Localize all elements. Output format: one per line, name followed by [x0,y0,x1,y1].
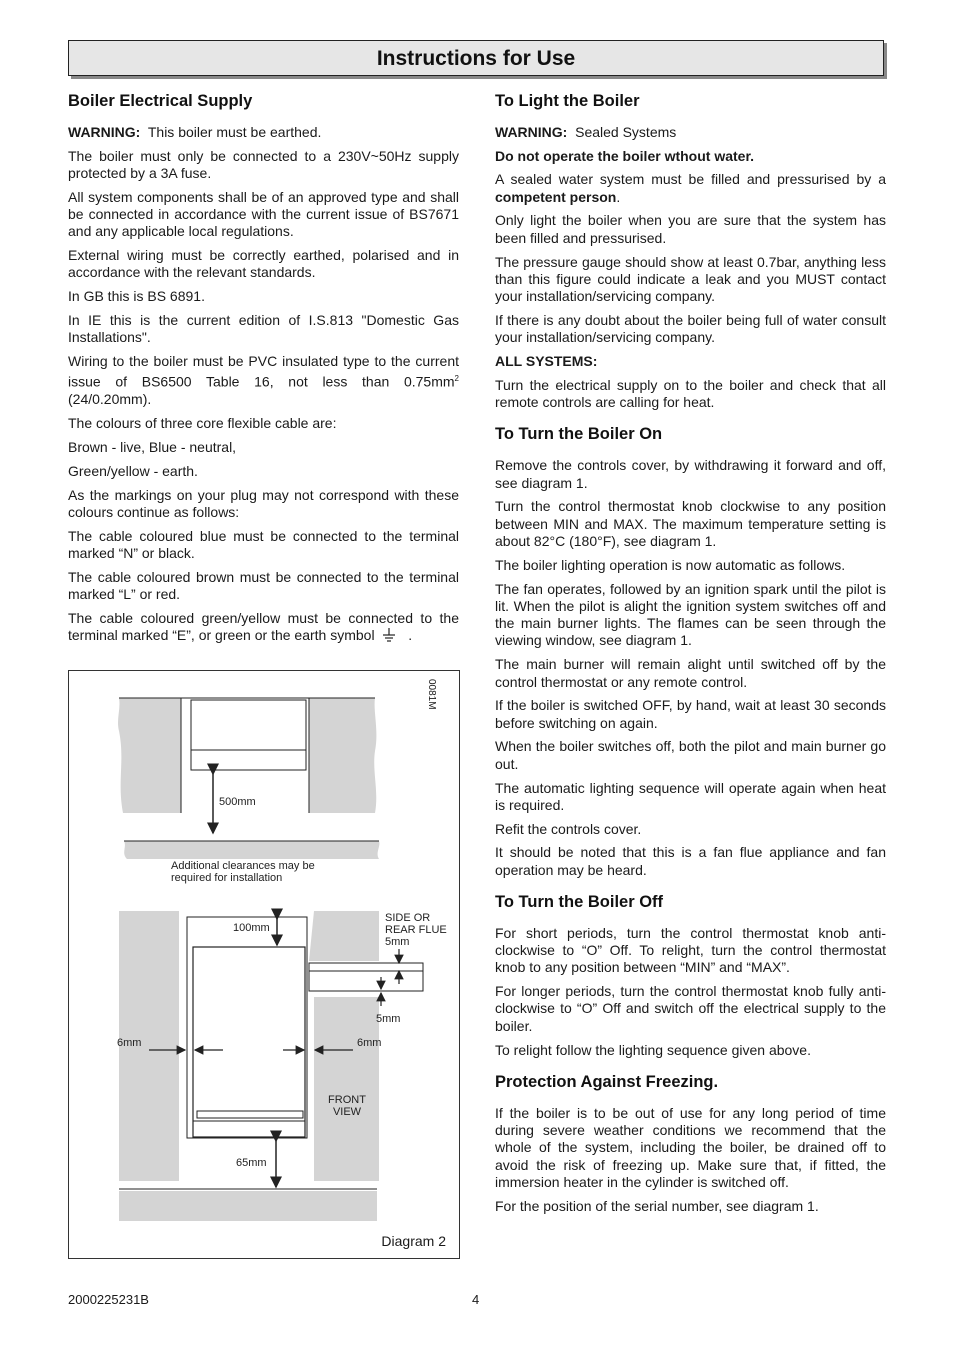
floor-block [119,1191,377,1221]
paragraph: The main burner will remain alight until switched off by the control thermostat or any remote control. [495,656,886,690]
paragraph: Turn the control thermostat knob clockwise to any position between MIN and MAX. The maximum temperature setting is about 82°C (180°F), see diagram 1. [495,498,886,549]
warning-label: WARNING: [68,123,141,140]
page-number: 4 [472,1292,480,1307]
earth-text: The cable coloured green/yellow must be connected to the terminal marked “E”, or green or the earth symbol [68,609,459,644]
paragraph: Brown - live, Blue - neutral, [68,438,237,455]
clearance-note: Additional clearances may be required for installation [171,860,315,884]
title-bar [68,40,884,76]
wall-right-bottom-lower [314,997,382,1181]
section-light-boiler [495,92,886,411]
page-title: Instructions for Use [376,47,576,70]
section-turn-on [495,425,886,879]
paragraph: The boiler lighting operation is now automatic as follows. [495,556,846,573]
text: . [616,188,621,205]
paragraph: For the position of the serial number, see diagram 1. [495,1197,819,1214]
diagram-caption: Diagram 2 [381,1233,446,1249]
bold-warning [495,148,886,165]
diagram-2 [68,670,460,1259]
paragraph: In GB this is BS 6891. [68,288,205,305]
clearance-diagram [69,671,461,1260]
paragraph: The cable coloured brown must be connected to the terminal marked “L” or red. [68,568,459,602]
paragraph-earth [68,610,459,645]
paragraph-competent [495,171,886,206]
boiler-top-view [191,700,306,770]
label-65mm: 65mm [236,1157,267,1169]
earth-symbol-icon [382,628,396,642]
paragraph: As the markings on your plug may not correspond with these colours continue as follows: [68,486,459,520]
warning-label: WARNING: [495,123,568,140]
flue-pipe [309,963,423,991]
label-500mm: 500mm [219,796,256,808]
competent-person: competent person [495,188,617,205]
paragraph: Turn the electrical supply on to the boiler and check that all remote controls are calling for heat. [495,376,886,411]
diagram-code: 0081M [426,679,437,710]
paragraph: The cable coloured blue must be connected to the terminal marked “N” or black. [68,527,459,561]
warning-text: This boiler must be earthed. [147,123,322,140]
heading-freezing: Protection Against Freezing. [495,1072,719,1091]
paragraph: The colours of three core flexible cable are: [68,415,337,432]
paragraph: For longer periods, turn the control thermostat knob fully anti-clockwise to “O” Off and switch off the electrical supply to the boiler. [495,983,886,1034]
no-water-warning: Do not operate the boiler wthout water. [495,147,755,164]
section-turn-off [495,893,886,1059]
paragraph: The pressure gauge should show at least 0.7bar, anything less than this figure could indicate a leak and you MUST contact your installation/servicing company. [495,253,886,305]
document-code: 2000225231B [68,1292,149,1307]
paragraph: The automatic lighting sequence will operate again when heat is required. [495,779,886,813]
label-side-rear-flue: SIDE OR REAR FLUE 5mm [385,912,447,948]
heading-turn-on: To Turn the Boiler On [495,425,663,444]
paragraph: If there is any doubt about the boiler being full of water consult your installation/servicing company. [495,311,886,346]
paragraph: The boiler must only be connected to a 230V~50Hz supply protected by a 3A fuse. [68,147,459,181]
paragraph: Refit the controls cover. [495,820,642,837]
paragraph: All system components shall be of an approved type and shall be connected in accordance with the current issue of BS7671 and any applicable local regulations. [68,188,459,240]
label-100mm: 100mm [233,922,270,934]
warning-earthed [68,124,459,141]
heading-turn-off: To Turn the Boiler Off [495,892,664,911]
earth-text-end: . [408,627,413,644]
left-column [68,92,459,651]
text: A sealed water system must be filled and pressurised by a [495,171,886,188]
paragraph: Green/yellow - earth. [68,462,198,479]
wall-right-bottom [309,911,379,961]
paragraph-wiring [68,353,459,409]
warning-sealed [495,124,886,141]
label-6mm-left: 6mm [117,1037,142,1049]
heading-light-boiler: To Light the Boiler [495,92,640,110]
paragraph: In IE this is the current edition of I.S.813 "Domestic Gas Installations". [68,311,459,346]
paragraph: Only light the boiler when you are sure that the system has been filled and pressurised. [495,212,886,246]
right-column [495,92,886,1221]
paragraph: If the boiler is to be out of use for any long period of time during severe weather conditions we recommend that the whole of the system, including the boiler, be drained off to avoid the risk of freezing up. Make sure that, if fitted, the immersion heater in the cylinder is switched off. [495,1104,886,1190]
paragraph: To relight follow the lighting sequence given above. [495,1041,811,1058]
paragraph: Remove the controls cover, by withdrawing it forward and off, see diagram 1. [495,457,886,491]
all-systems: ALL SYSTEMS: [495,353,598,370]
heading-electrical-supply: Boiler Electrical Supply [68,92,253,110]
label-5mm: 5mm [376,1013,401,1025]
wiring-text-end: (24/0.20mm). [68,391,152,408]
wall-left-top [118,698,181,813]
all-systems-label [495,353,886,370]
label-front-view: FRONT VIEW [328,1094,366,1118]
boiler-casing [193,947,305,1137]
ceiling-block [124,841,379,859]
paragraph: The fan operates, followed by an ignition spark until the pilot is lit. When the pilot is alight the ignition system switches off and the main burner lights. The flames can be seen through the viewing window, see diagram 1. [495,580,886,649]
label-6mm-right: 6mm [357,1037,382,1049]
superscript: 2 [454,374,459,384]
wall-right-top [309,698,376,813]
paragraph: External wiring must be correctly earthed, polarised and in accordance with the relevant standards. [68,247,459,281]
paragraph: It should be noted that this is a fan flue appliance and fan operation may be heard. [495,844,886,878]
warning-text: Sealed Systems [575,123,677,140]
section-freezing [495,1073,886,1215]
controls-strip [197,1111,303,1118]
paragraph: If the boiler is switched OFF, by hand, wait at least 30 seconds before switching on again. [495,697,886,731]
paragraph: For short periods, turn the control thermostat knob anti-clockwise to “O” Off. To relight, turn the control thermostat knob to any position between “MIN” and “MAX”. [495,924,886,976]
wiring-text: Wiring to the boiler must be PVC insulated type to the current issue of BS6500 Table 16, not less than 0.75mm [68,353,459,391]
paragraph: When the boiler switches off, both the pilot and main burner go out. [495,738,886,772]
